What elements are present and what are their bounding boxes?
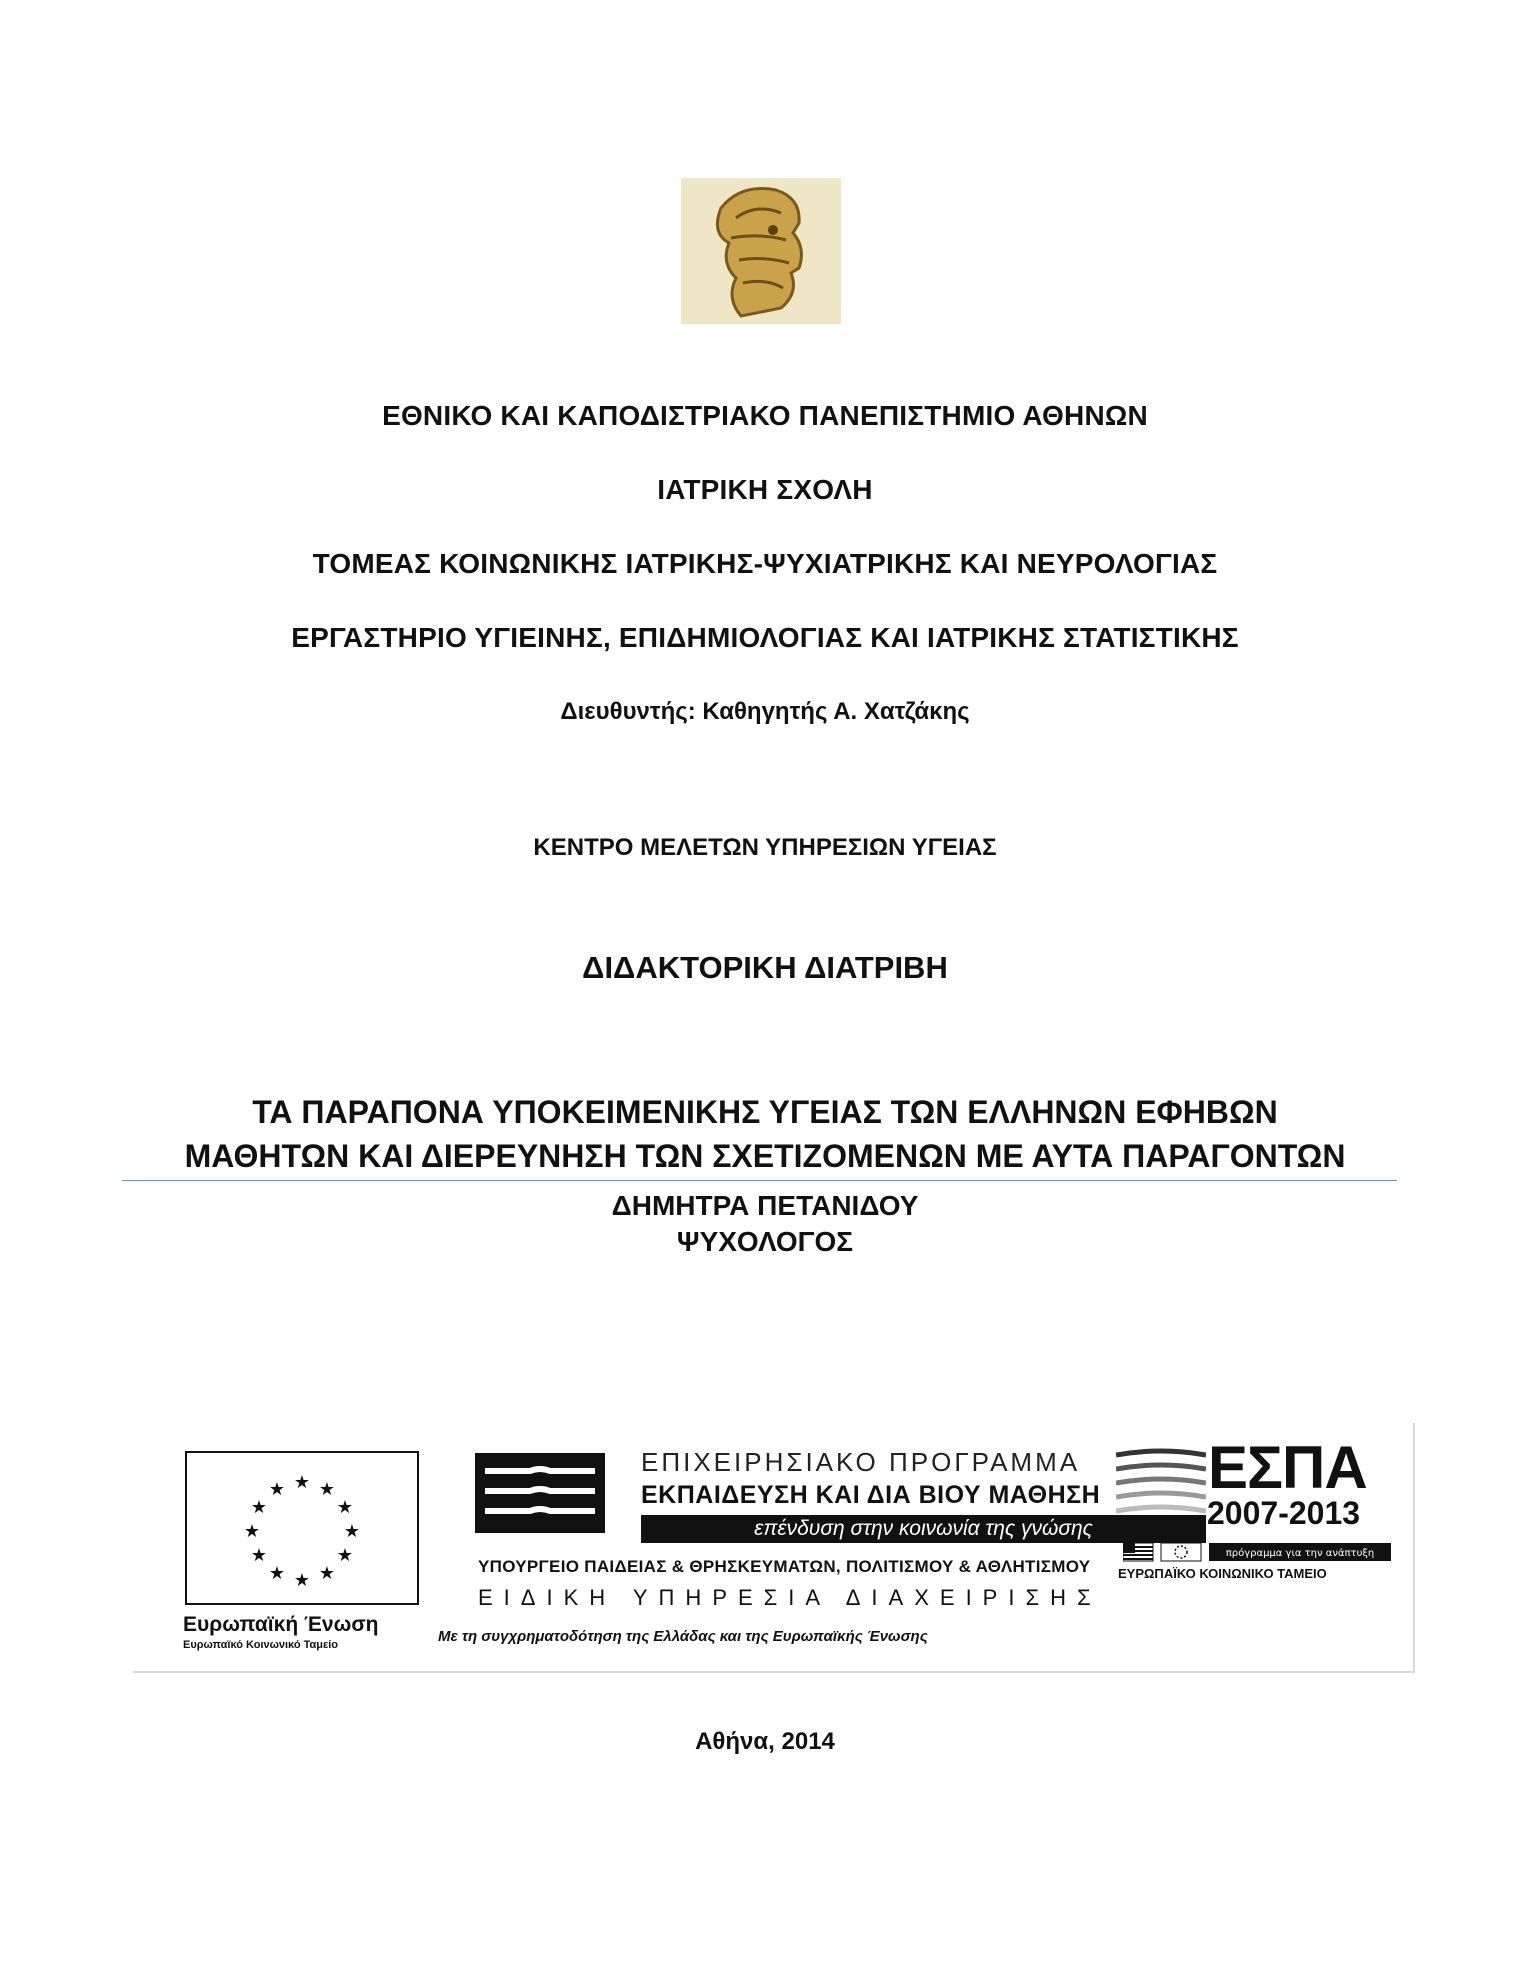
- svg-text:★: ★: [343, 1521, 361, 1542]
- svg-text:★: ★: [250, 1545, 268, 1566]
- svg-text:★: ★: [318, 1479, 336, 1500]
- ministry-name: ΥΠΟΥΡΓΕΙΟ ΠΑΙΔΕΙΑΣ & ΘΡΗΣΚΕΥΜΑΤΩΝ, ΠΟΛΙΤΙΣΜΟΥ & ΑΘΛΗΤΙΣΜΟΥ: [478, 1557, 1091, 1576]
- laboratory-name: ΕΡΓΑΣΤΗΡΙΟ ΥΓΙΕΙΝΗΣ, ΕΠΙΔΗΜΙΟΛΟΓΙΑΣ ΚΑΙ ΙΑΤΡΙΚΗΣ ΣΤΑΤΙΣΤΙΚΗΣ: [291, 622, 1239, 653]
- programme-line2: ΕΚΠΑΙΔΕΥΣΗ ΚΑΙ ΔΙΑ ΒΙΟΥ ΜΑΘΗΣΗ: [641, 1481, 1101, 1509]
- espa-word: ΕΣΠΑ: [1208, 1434, 1367, 1501]
- eu-subtitle: Ευρωπαϊκό Κοινωνικό Ταμείο: [183, 1639, 338, 1651]
- svg-text:★: ★: [336, 1497, 354, 1518]
- place-date: Αθήνα, 2014: [695, 1728, 835, 1755]
- greek-eu-flags-icon: [1123, 1541, 1393, 1563]
- author-block: [0, 1188, 1530, 1260]
- svg-text:★: ★: [318, 1563, 336, 1584]
- espa-years: 2007-2013: [1207, 1495, 1361, 1531]
- title-divider: [122, 1180, 1397, 1181]
- special-service: ΕΙΔΙΚΗ ΥΠΗΡΕΣΙΑ ΔΙΑΧΕΙΡΙΣΗΣ: [478, 1585, 1102, 1610]
- thesis-title: [0, 1090, 1530, 1178]
- thesis-type: ΔΙΔΑΚΤΟΡΙΚΗ ΔΙΑΤΡΙΒΗ: [582, 950, 948, 985]
- department-name: ΤΟΜΕΑΣ ΚΟΙΝΩΝΙΚΗΣ ΙΑΤΡΙΚΗΣ-ΨΥΧΙΑΤΡΙΚΗΣ ΚΑΙ ΝΕΥΡΟΛΟΓΙΑΣ: [312, 548, 1218, 579]
- svg-text:★: ★: [250, 1497, 268, 1518]
- eu-flag-icon: [185, 1451, 419, 1605]
- svg-text:★: ★: [293, 1472, 311, 1493]
- espa-stripes-icon: [1116, 1447, 1206, 1517]
- svg-text:★: ★: [268, 1563, 286, 1584]
- author-profession: ΨΥΧΟΛΟΓΟΣ: [676, 1226, 854, 1257]
- author-name: ΔΗΜΗΤΡΑ ΠΕΤΑΝΙΔΟΥ: [611, 1190, 919, 1221]
- svg-text:★: ★: [336, 1545, 354, 1566]
- social-fund-name: ΕΥΡΩΠΑΪΚΟ ΚΟΙΝΩΝΙΚΟ ΤΑΜΕΙΟ: [1118, 1566, 1327, 1581]
- programme-tagline: επένδυση στην κοινωνία της γνώσης: [641, 1515, 1206, 1543]
- center-name: ΚΕΝΤΡΟ ΜΕΛΕΤΩΝ ΥΠΗΡΕΣΙΩΝ ΥΓΕΙΑΣ: [533, 834, 997, 861]
- director-line: Διευθυντής: Καθηγητής Α. Χατζάκης: [560, 698, 970, 725]
- open-book-logo-icon: [475, 1453, 605, 1533]
- funding-banner: [133, 1423, 1415, 1673]
- thesis-title-line1: ΤΑ ΠΑΡΑΠΟΝΑ ΥΠΟΚΕΙΜΕΝΙΚΗΣ ΥΓΕΙΑΣ ΤΩΝ ΕΛΛΗΝΩΝ ΕΦΗΒΩΝ: [252, 1094, 1278, 1130]
- athena-head-crest-icon: [681, 178, 841, 324]
- cofunding-statement: Με τη συγχρηματοδότηση της Ελλάδας και της Ευρωπαϊκής Ένωσης: [438, 1628, 928, 1645]
- university-name: ΕΘΝΙΚΟ ΚΑΙ ΚΑΠΟΔΙΣΤΡΙΑΚΟ ΠΑΝΕΠΙΣΤΗΜΙΟ ΑΘΗΝΩΝ: [382, 400, 1148, 431]
- thesis-title-line2: ΜΑΘΗΤΩΝ ΚΑΙ ΔΙΕΡΕΥΝΗΣΗ ΤΩΝ ΣΧΕΤΙΖΟΜΕΝΩΝ ΜΕ ΑΥΤΑ ΠΑΡΑΓΟΝΤΩΝ: [184, 1138, 1346, 1174]
- svg-text:★: ★: [268, 1479, 286, 1500]
- flags-caption: πρόγραμμα για την ανάπτυξη: [1225, 1548, 1375, 1559]
- programme-line1: ΕΠΙΧΕΙΡΗΣΙΑΚΟ ΠΡΟΓΡΑΜΜΑ: [641, 1447, 1081, 1477]
- svg-text:★: ★: [243, 1521, 261, 1542]
- school-name: ΙΑΤΡΙΚΗ ΣΧΟΛΗ: [657, 474, 873, 505]
- svg-text:★: ★: [293, 1570, 311, 1591]
- eu-name: Ευρωπαϊκή Ένωση: [183, 1613, 379, 1636]
